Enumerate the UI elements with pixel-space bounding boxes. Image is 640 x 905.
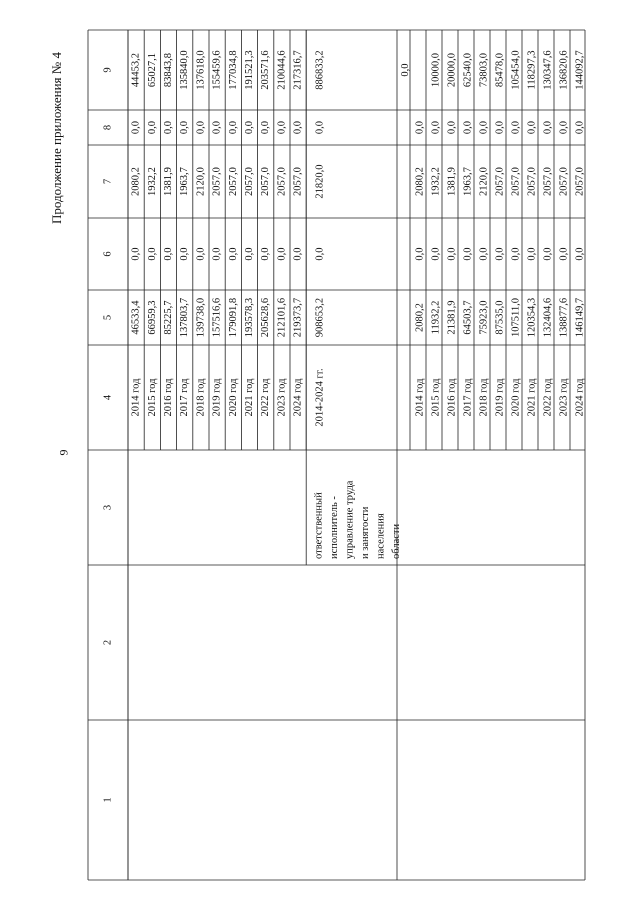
group2-row-10-col8: 0,0: [558, 120, 570, 135]
group1-row-2-col6: 0,0: [163, 247, 174, 261]
group2-row-4-col6: 0,0: [462, 247, 474, 261]
group2-row-3-col4: 2016 год: [446, 378, 458, 417]
executor-label-line: и занятости: [360, 506, 372, 559]
group2-row-6-col5: 87535,0: [494, 300, 506, 335]
group1-row-4-col5: 139738,0: [195, 297, 207, 338]
group1-row-5-col9: 155459,6: [211, 50, 223, 90]
group2-row-5-col7: 2120,0: [478, 167, 490, 196]
group1-row-6-col6: 0,0: [227, 247, 239, 261]
group2-row-8-col4: 2021 год: [526, 378, 538, 417]
group1-row-7-col8: 0,0: [244, 120, 255, 135]
group1-row-10-col9: 217316,7: [292, 50, 304, 90]
executor-label-line: ответственный: [313, 492, 325, 559]
executor-label: [314, 480, 403, 559]
group2-row-11-col4: 2024 год: [574, 378, 586, 417]
group1-row-8-col8: 0,0: [260, 120, 272, 135]
group2-row-11-col7: 2057,0: [574, 167, 586, 196]
column-header-1: 1: [102, 797, 114, 803]
page-number: 9: [56, 449, 71, 456]
group1-row-8-col7: 2057,0: [260, 167, 272, 196]
group2-row-2-col9: 10000,0: [430, 52, 442, 88]
group1-row-5-col6: 0,0: [211, 247, 223, 261]
group1-row-3-col4: 2017 год: [179, 378, 191, 417]
group1-row-8-col5: 205628,6: [260, 297, 272, 338]
group1-row-9-col6: 0,0: [276, 247, 288, 261]
group1-row-4-col7: 2120,0: [195, 167, 207, 196]
group1-row-7-col4: 2021 год: [244, 378, 255, 417]
column-header-3: 3: [102, 504, 114, 511]
column-header-8: 8: [102, 124, 114, 131]
group1-row-4-col9: 137618,0: [195, 50, 207, 90]
group1-row-6-col8: 0,0: [227, 120, 239, 135]
group1-row-2-col8: 0,0: [163, 120, 174, 135]
group1-row-0-col5: 46533,4: [130, 300, 142, 335]
group2-row-3-col9: 20000,0: [446, 52, 458, 88]
group2-row-5-col5: 75923,0: [478, 300, 490, 335]
group2-row-6-col4: 2019 год: [494, 378, 506, 417]
column-header-6: 6: [102, 251, 114, 257]
total-row-col8: 0,0: [314, 120, 326, 135]
group2-row-5-col6: 0,0: [478, 247, 490, 261]
group1-row-4-col6: 0,0: [195, 247, 207, 261]
group1-row-9-col9: 210044,6: [276, 50, 288, 90]
column-headers: [103, 67, 114, 802]
group2-row-8-col8: 0,0: [526, 120, 538, 135]
group2-row-6-col9: 85478,0: [494, 52, 506, 88]
group2-row-6-col7: 2057,0: [494, 167, 506, 196]
total-row-col7: 21820,0: [314, 164, 326, 199]
group2-row-4-col7: 1963,7: [462, 167, 474, 196]
group2-row-7-col9: 105454,0: [510, 50, 522, 90]
group1-row-10-col8: 0,0: [292, 120, 304, 135]
group2-row-1-col6: 0,0: [414, 247, 426, 261]
group2-row-7-col8: 0,0: [510, 120, 522, 135]
group1-row-8-col6: 0,0: [260, 247, 272, 261]
group1-row-3-col7: 1963,7: [179, 167, 191, 196]
group2-row-2-col4: 2015 год: [430, 378, 442, 417]
group1-row-10-col4: 2024 год: [292, 378, 304, 417]
total-row-col4: 2014-2024 гг.: [314, 368, 326, 427]
group1-row-3-col8: 0,0: [179, 120, 191, 135]
group2-row-11-col8: 0,0: [574, 120, 586, 135]
group1-row-10-col6: 0,0: [292, 247, 304, 261]
group2-row-5-col4: 2018 год: [478, 378, 490, 417]
group2-row-1-col5: 2080,2: [414, 303, 426, 332]
group1-row-1-col5: 66959,3: [146, 300, 158, 335]
group2-row-9-col4: 2022 год: [542, 378, 554, 417]
group2-row-4-col5: 64503,7: [462, 300, 474, 335]
group2-row-3-col5: 21381,9: [446, 300, 458, 335]
group1-row-6-col4: 2020 год: [227, 378, 239, 417]
group1-row-7-col7: 2057,0: [244, 167, 255, 196]
group2-row-1-col4: 2014 год: [414, 378, 426, 417]
group1-row-1-col4: 2015 год: [146, 378, 158, 417]
group1-row-3-col9: 135840,0: [179, 50, 191, 90]
group1-row-6-col7: 2057,0: [227, 167, 239, 196]
group2-row-3-col8: 0,0: [446, 120, 458, 135]
group2-row-8-col6: 0,0: [526, 247, 538, 261]
total-row-col9: 886833,2: [314, 50, 326, 90]
group2-row-9-col8: 0,0: [542, 120, 554, 135]
executor-label-line: исполнитель -: [329, 496, 341, 559]
group2-row-8-col9: 118297,3: [526, 50, 538, 90]
table-cells: [131, 50, 586, 426]
group2-row-9-col9: 130347,6: [542, 50, 554, 90]
group1-row-10-col5: 219373,7: [292, 297, 304, 338]
total-row-col5: 908653,2: [314, 297, 326, 338]
group1-row-1-col7: 1932,2: [146, 167, 158, 196]
group2-row-2-col7: 1932,2: [430, 167, 442, 196]
group1-row-8-col9: 203571,6: [260, 50, 272, 90]
group1-row-2-col4: 2016 год: [163, 378, 174, 417]
group2-row-8-col7: 2057,0: [526, 167, 538, 196]
group1-row-0-col7: 2080,2: [130, 167, 142, 196]
total-row-col6: 0,0: [314, 247, 326, 261]
group1-row-5-col8: 0,0: [211, 120, 223, 135]
group1-row-4-col4: 2018 год: [195, 378, 207, 417]
group1-row-7-col9: 191521,3: [244, 50, 255, 90]
group2-row-10-col5: 138877,6: [558, 297, 570, 338]
group2-row-1-col8: 0,0: [414, 120, 426, 135]
table-grid: [88, 30, 585, 880]
group2-row-9-col5: 132404,6: [542, 297, 554, 338]
group2-row-4-col9: 62540,0: [462, 52, 474, 88]
group1-row-3-col5: 137803,7: [179, 297, 191, 338]
column-header-7: 7: [102, 178, 114, 185]
group1-row-2-col9: 83843,8: [163, 52, 174, 88]
group2-row-11-col6: 0,0: [574, 247, 586, 261]
column-header-5: 5: [102, 314, 114, 321]
group2-row-3-col6: 0,0: [446, 247, 458, 261]
group1-row-6-col9: 177034,8: [227, 50, 239, 90]
group1-row-9-col5: 212101,6: [276, 297, 288, 338]
group1-row-9-col4: 2023 год: [276, 378, 288, 417]
group1-row-4-col8: 0,0: [195, 120, 207, 135]
group2-row-2-col8: 0,0: [430, 120, 442, 135]
group2-row-5-col9: 73803,0: [478, 52, 490, 88]
group2-row-11-col9: 144092,7: [574, 50, 586, 90]
group2-row-2-col6: 0,0: [430, 247, 442, 261]
group2-row-0-col9: 0,0: [400, 63, 411, 77]
group1-row-0-col9: 44453,2: [130, 52, 142, 88]
group1-row-1-col9: 65027,1: [146, 52, 158, 88]
column-header-4: 4: [102, 394, 114, 401]
group1-row-5-col4: 2019 год: [211, 378, 223, 417]
group1-row-1-col8: 0,0: [146, 120, 158, 135]
group2-row-3-col7: 1381,9: [446, 167, 458, 196]
group2-row-10-col7: 2057,0: [558, 167, 570, 196]
group1-row-9-col8: 0,0: [276, 120, 288, 135]
column-header-9: 9: [102, 67, 114, 73]
group1-row-6-col5: 179091,8: [227, 297, 239, 338]
group2-row-2-col5: 11932,2: [430, 300, 442, 335]
group2-row-7-col7: 2057,0: [510, 167, 522, 196]
group1-row-7-col5: 193578,3: [244, 297, 255, 338]
group1-row-0-col4: 2014 год: [130, 378, 142, 417]
group1-row-1-col6: 0,0: [146, 247, 158, 261]
group2-row-9-col7: 2057,0: [542, 167, 554, 196]
group2-row-7-col5: 107511,0: [510, 298, 522, 337]
group2-row-6-col8: 0,0: [494, 120, 506, 135]
group2-row-10-col6: 0,0: [558, 247, 570, 261]
group2-row-9-col6: 0,0: [542, 247, 554, 261]
column-header-2: 2: [102, 639, 114, 646]
group1-row-10-col7: 2057,0: [292, 167, 304, 196]
group2-row-1-col7: 2080,2: [414, 167, 426, 196]
group1-row-3-col6: 0,0: [179, 247, 191, 261]
group1-row-0-col6: 0,0: [130, 247, 142, 261]
group1-row-2-col7: 1381,9: [163, 167, 174, 196]
group1-row-2-col5: 85225,7: [163, 300, 174, 335]
group2-row-4-col8: 0,0: [462, 120, 474, 135]
group1-row-5-col5: 157516,6: [211, 297, 223, 338]
executor-label-line: области: [391, 523, 403, 559]
group2-row-6-col6: 0,0: [494, 247, 506, 261]
executor-label-line: населения: [375, 513, 387, 559]
group1-row-5-col7: 2057,0: [211, 167, 223, 196]
group2-row-8-col5: 120354,3: [526, 297, 538, 338]
group2-row-7-col6: 0,0: [510, 247, 522, 261]
group2-row-11-col5: 146149,7: [574, 297, 586, 338]
group2-row-7-col4: 2020 год: [510, 378, 522, 417]
group1-row-9-col7: 2057,0: [276, 167, 288, 196]
continuation-header: Продолжение приложения № 4: [49, 52, 64, 224]
group2-row-4-col4: 2017 год: [462, 378, 474, 417]
group2-row-10-col9: 136820,6: [558, 50, 570, 90]
group2-row-10-col4: 2023 год: [558, 378, 570, 417]
group1-row-8-col4: 2022 год: [260, 378, 272, 417]
group1-row-0-col8: 0,0: [130, 120, 142, 135]
group2-row-5-col8: 0,0: [478, 120, 490, 135]
group1-row-7-col6: 0,0: [244, 247, 255, 261]
executor-label-line: управление труда: [344, 480, 356, 559]
